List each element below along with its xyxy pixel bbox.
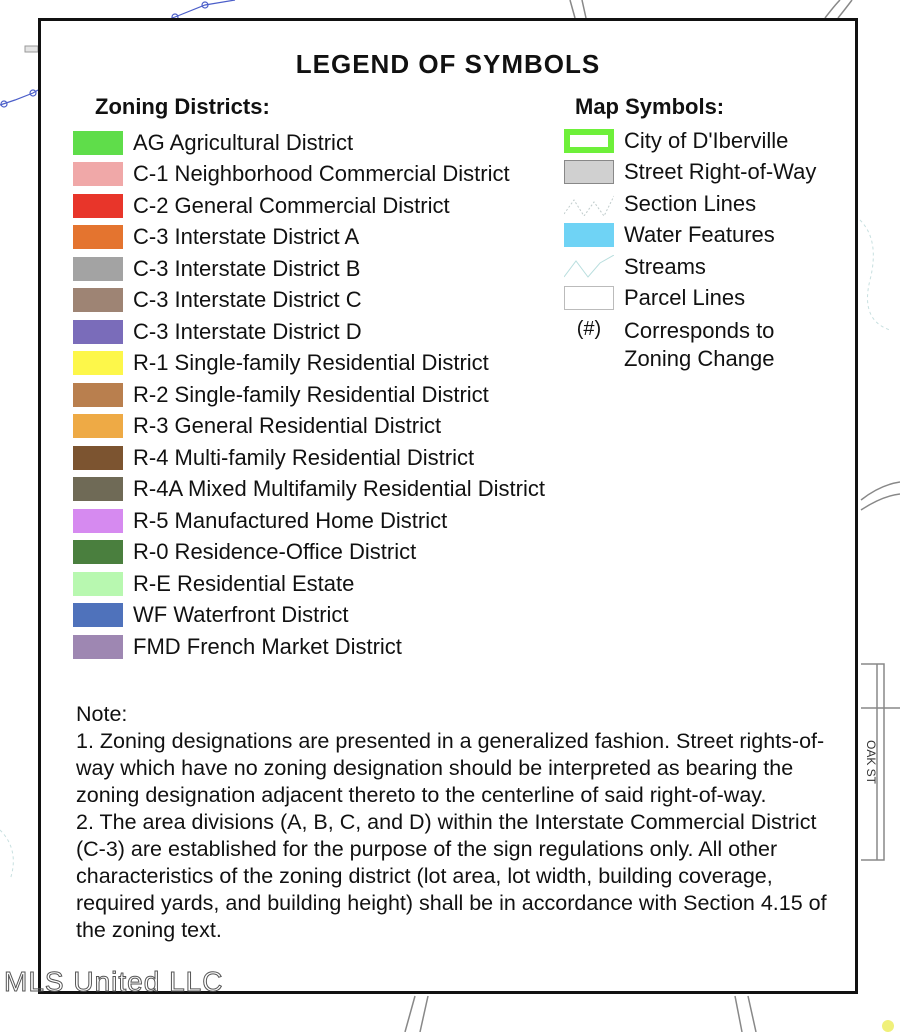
zoning-label: WF Waterfront District — [133, 602, 349, 628]
zoning-label: C-1 Neighborhood Commercial District — [133, 161, 510, 187]
zoning-swatch — [73, 477, 123, 501]
symbol-item-city: City of D'Iberville — [564, 125, 816, 157]
map-symbol-list — [564, 125, 816, 373]
water-icon — [564, 223, 614, 247]
zoning-swatch — [73, 540, 123, 564]
zoning-label: C-3 Interstate District B — [133, 255, 361, 281]
zoning-label: R-E Residential Estate — [133, 570, 355, 596]
zoning-district-list — [73, 127, 545, 663]
zoning-label: R-3 General Residential District — [133, 413, 442, 439]
zoning-district-item — [73, 222, 545, 254]
street-outline-bottom — [405, 996, 756, 1032]
zoning-swatch — [73, 351, 123, 375]
zoning-swatch — [73, 320, 123, 344]
zoning-swatch — [73, 225, 123, 249]
zoning-label: R-0 Residence-Office District — [133, 539, 417, 565]
zoning-district-item — [73, 442, 545, 474]
parcel-line-left — [0, 90, 38, 105]
street-label-oak-st: OAK ST — [864, 740, 878, 785]
zoning-label: FMD French Market District — [133, 633, 402, 659]
zoning-label: C-2 General Commercial District — [133, 192, 450, 218]
zoning-swatch — [73, 383, 123, 407]
note-item-2: 2. The area divisions (A, B, C, and D) within the Interstate Commercial District (C-3) are established for the purpose of the sign regulations only. All other characteristics of the zoning district (lot area, lot width, building coverage, required yards, and building height) shall be in accordance with Section 4.15 of the zoning text. — [76, 810, 827, 942]
street-curve-right — [861, 482, 900, 510]
zoning-label: AG Agricultural District — [133, 129, 354, 155]
zoning-district-item — [73, 253, 545, 285]
zoning-label: R-4A Mixed Multifamily Residential District — [133, 476, 545, 502]
zoning-swatch — [73, 194, 123, 218]
zoning-district-item — [73, 474, 545, 506]
parcel-lines-icon — [564, 286, 614, 310]
zoning-label: R-2 Single-family Residential District — [133, 381, 489, 407]
zoning-swatch — [73, 572, 123, 596]
note-item-1: 1. Zoning designations are presented in a generalized fashion. Street rights-of-way which have no zoning designation should be interpreted as bearing the zoning designation adjacent thereto to the centerline of said right-of-way. — [76, 729, 825, 807]
faint-stream — [860, 220, 890, 330]
street-outline-top — [570, 0, 586, 18]
zoning-label: C-3 Interstate District C — [133, 287, 362, 313]
zoning-district-item — [73, 505, 545, 537]
zoning-district-item — [73, 159, 545, 191]
watermark: MLS United LLC — [4, 966, 224, 997]
zoning-district-item — [73, 190, 545, 222]
zoning-district-item — [73, 379, 545, 411]
zoning-district-item — [73, 537, 545, 569]
zoning-swatch — [73, 603, 123, 627]
zoning-district-item — [73, 285, 545, 317]
section-lines-icon — [564, 192, 614, 216]
zoning-label: C-3 Interstate District D — [133, 318, 362, 344]
zoning-swatch — [73, 446, 123, 470]
zoning-label: C-3 Interstate District A — [133, 224, 360, 250]
symbol-item-zoning-change — [564, 314, 816, 373]
symbol-item-parcel: Parcel Lines — [564, 283, 816, 315]
zoning-district-item — [73, 631, 545, 663]
zoning-swatch — [73, 414, 123, 438]
zoning-swatch — [73, 257, 123, 281]
zoning-swatch — [73, 288, 123, 312]
zoning-swatch — [73, 131, 123, 155]
zoning-district-item — [73, 127, 545, 159]
zoning-district-item — [73, 568, 545, 600]
zoning-change-marker: (#) — [576, 318, 602, 340]
zoning-district-item — [73, 600, 545, 632]
zoning-change-line1: Corresponds to — [624, 318, 775, 343]
zoning-swatch — [73, 509, 123, 533]
streams-icon — [564, 255, 614, 279]
street-row-icon — [564, 160, 614, 184]
note-heading: Note: — [76, 702, 128, 726]
legend-note — [76, 701, 846, 944]
symbols-heading: Map Symbols: — [575, 94, 725, 119]
zoning-change-line2: Zoning Change — [624, 346, 775, 371]
symbol-item-street: Street Right-of-Way — [564, 157, 816, 189]
zoning-district-item — [73, 411, 545, 443]
street-outline-top-right — [825, 0, 852, 18]
zoning-label: R-4 Multi-family Residential District — [133, 444, 475, 470]
zoning-heading: Zoning Districts: — [95, 94, 270, 119]
zoning-swatch — [73, 635, 123, 659]
symbol-item-water: Water Features — [564, 220, 816, 252]
zoning-label: R-1 Single-family Residential District — [133, 350, 489, 376]
zoning-label: R-5 Manufactured Home District — [133, 507, 448, 533]
zoning-district-item — [73, 316, 545, 348]
legend-title: LEGEND OF SYMBOLS — [295, 49, 601, 79]
legend-panel — [38, 18, 858, 994]
symbol-item-streams: Streams — [564, 251, 816, 283]
symbol-item-section: Section Lines — [564, 188, 816, 220]
zoning-district-item — [73, 348, 545, 380]
city-boundary-icon — [564, 129, 614, 153]
zoning-swatch — [73, 162, 123, 186]
